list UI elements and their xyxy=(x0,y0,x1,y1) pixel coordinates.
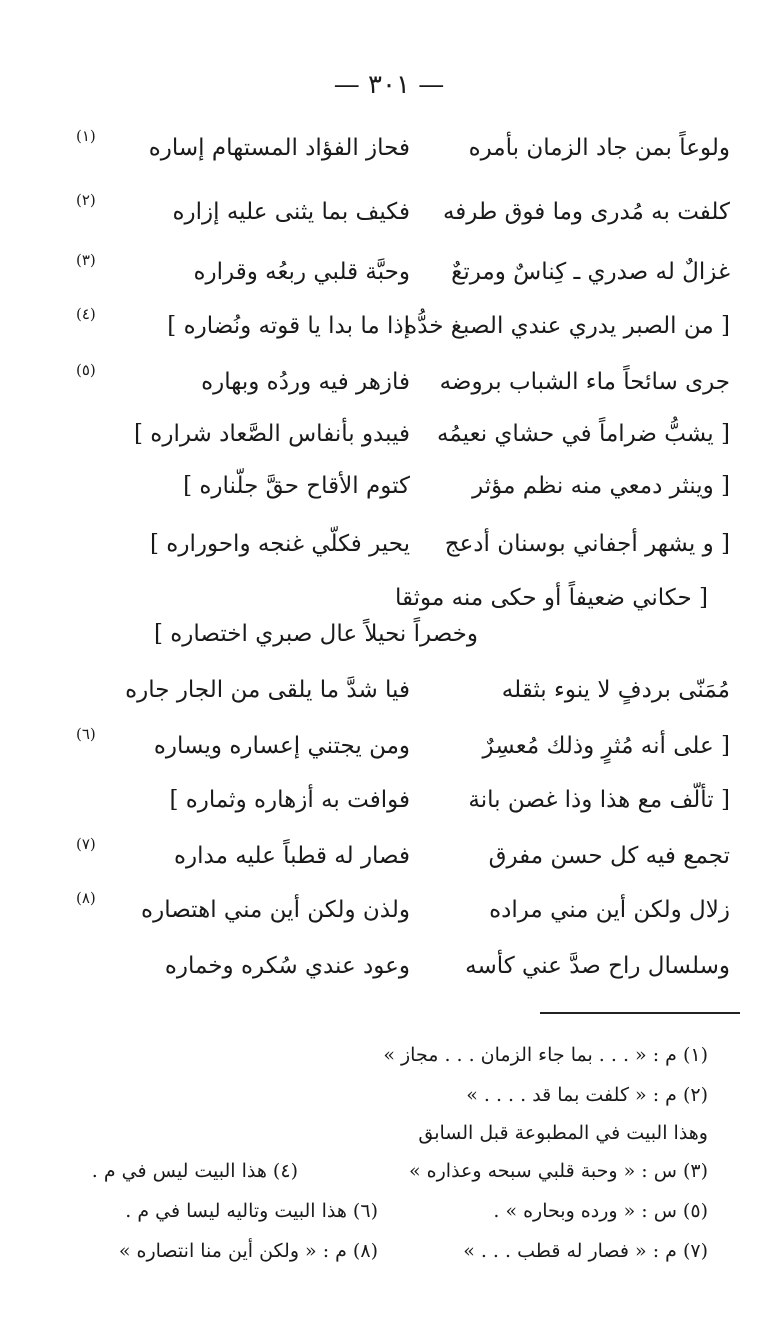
verse-14 xyxy=(76,889,730,930)
hemistich-left: يحير فكلّي غنجه واحوراره ] xyxy=(150,531,410,557)
footnote-marker: (١) xyxy=(76,127,96,145)
footnote-marker: (٧) xyxy=(76,835,96,853)
hemistich-right: كلفت به مُدرى وما فوق طرفه xyxy=(442,199,730,225)
footnote-1: (١) م : « . . . بما جاء الزمان . . . مجاز » xyxy=(383,1044,708,1066)
hemistich-left: كتوم الأقاح حقَّ جلّناره ] xyxy=(183,473,410,499)
hemistich-left: فيا شدَّ ما يلقى من الجار جاره xyxy=(125,677,410,703)
verse-3 xyxy=(76,251,730,292)
hemistich-right: [ و يشهر أجفاني بوسنان أدعج xyxy=(444,531,730,557)
footnote-separator xyxy=(540,1012,740,1014)
footnote-marker: (٤) xyxy=(76,305,96,323)
hemistich-left: ولذن ولكن أين مني اهتصاره xyxy=(141,897,410,923)
hemistich-left: فصار له قطباً عليه مداره xyxy=(174,843,410,869)
verse-4 xyxy=(76,305,730,346)
hemistich-left: فوافت به أزهاره وثماره ] xyxy=(169,787,410,813)
footnote-8: (٨) م : « ولكن أين منا انتصاره » xyxy=(118,1240,378,1262)
footnote-3: (٣) س : « وحبة قلبي سبحه وعذاره » xyxy=(409,1160,708,1182)
verse-2 xyxy=(76,191,730,232)
hemistich-left: فحاز الفؤاد المستهام إساره xyxy=(148,135,410,161)
hemistich-left: وحبَّة قلبي ربعُه وقراره xyxy=(193,259,410,285)
footnote-6: (٦) هذا البيت وتاليه ليسا في م . xyxy=(125,1200,378,1222)
hemistich-right: وسلسال راح صدَّ عني كأسه xyxy=(465,953,730,979)
verse-6 xyxy=(90,414,730,454)
verse-1 xyxy=(76,127,730,168)
hemistich-left: إذا ما بدا يا قوته ونُضاره ] xyxy=(167,313,410,339)
hemistich-right: [ تألّف مع هذا وذا غصن بانة xyxy=(468,787,730,813)
footnote-marker: (٢) xyxy=(76,191,96,209)
hemistich-left: فكيف بما يثنى عليه إزاره xyxy=(172,199,410,225)
footnote-marker: (٨) xyxy=(76,889,96,907)
verse-13 xyxy=(76,835,730,876)
hemistich-left: ومن يجتني إعساره ويساره xyxy=(153,733,410,759)
hemistich-left: فازهر فيه وردُه وبهاره xyxy=(201,369,410,395)
hemistich-right: تجمع فيه كل حسن مفرق xyxy=(488,843,730,869)
footnote-2: (٢) م : « كلفت بما قد . . . . » xyxy=(466,1084,708,1106)
hemistich-right: مُمَنّى بردفٍ لا ينوء بثقله xyxy=(501,677,730,703)
verse-5 xyxy=(76,361,730,402)
footnote-2-note: وهذا البيت في المطبوعة قبل السابق xyxy=(418,1122,708,1144)
hemistich-right: [ يشبُّ ضراماً في حشاي نعيمُه xyxy=(437,421,730,447)
page-number: — ٣٠١ — xyxy=(333,70,445,100)
verse-15 xyxy=(90,946,730,986)
verse-10 xyxy=(90,670,730,710)
hemistich-left: فيبدو بأنفاس الصَّعاد شراره ] xyxy=(134,421,410,447)
footnote-4: (٤) هذا البيت ليس في م . xyxy=(91,1160,298,1182)
hemistich-right: [ على أنه مُثرٍ وذلك مُعسِرٌ xyxy=(482,733,730,759)
footnote-marker: (٦) xyxy=(76,725,96,743)
hemistich-right: جرى سائحاً ماء الشباب بروضه xyxy=(439,369,730,395)
verse-12 xyxy=(90,780,730,820)
verse-7 xyxy=(90,466,730,506)
footnote-marker: (٥) xyxy=(76,361,96,379)
verse-11 xyxy=(76,725,730,766)
verse-9-first-half: [ حكاني ضعيفاً أو حكى منه موثقا xyxy=(395,585,708,611)
hemistich-right: زلال ولكن أين مني مراده xyxy=(489,897,730,923)
hemistich-right: غزالٌ له صدري ـ كِناسٌ ومرتعٌ xyxy=(451,259,730,285)
hemistich-right: ولوعاً بمن جاد الزمان بأمره xyxy=(468,135,730,161)
hemistich-right: [ وينثر دمعي منه نظم مؤثر xyxy=(472,473,730,499)
hemistich-left: وعود عندي سُكره وخماره xyxy=(164,953,410,979)
hemistich-right: [ من الصبر يدري عندي الصبغ خدُّه xyxy=(405,313,730,339)
verse-8 xyxy=(90,524,730,564)
footnote-7: (٧) م : « فصار له قطب . . . » xyxy=(463,1240,708,1262)
footnote-marker: (٣) xyxy=(76,251,96,269)
footnote-5: (٥) س : « ورده وبحاره » . xyxy=(493,1200,708,1222)
verse-9-second-half: وخصراً نحيلاً عال صبري اختصاره ] xyxy=(153,621,478,647)
